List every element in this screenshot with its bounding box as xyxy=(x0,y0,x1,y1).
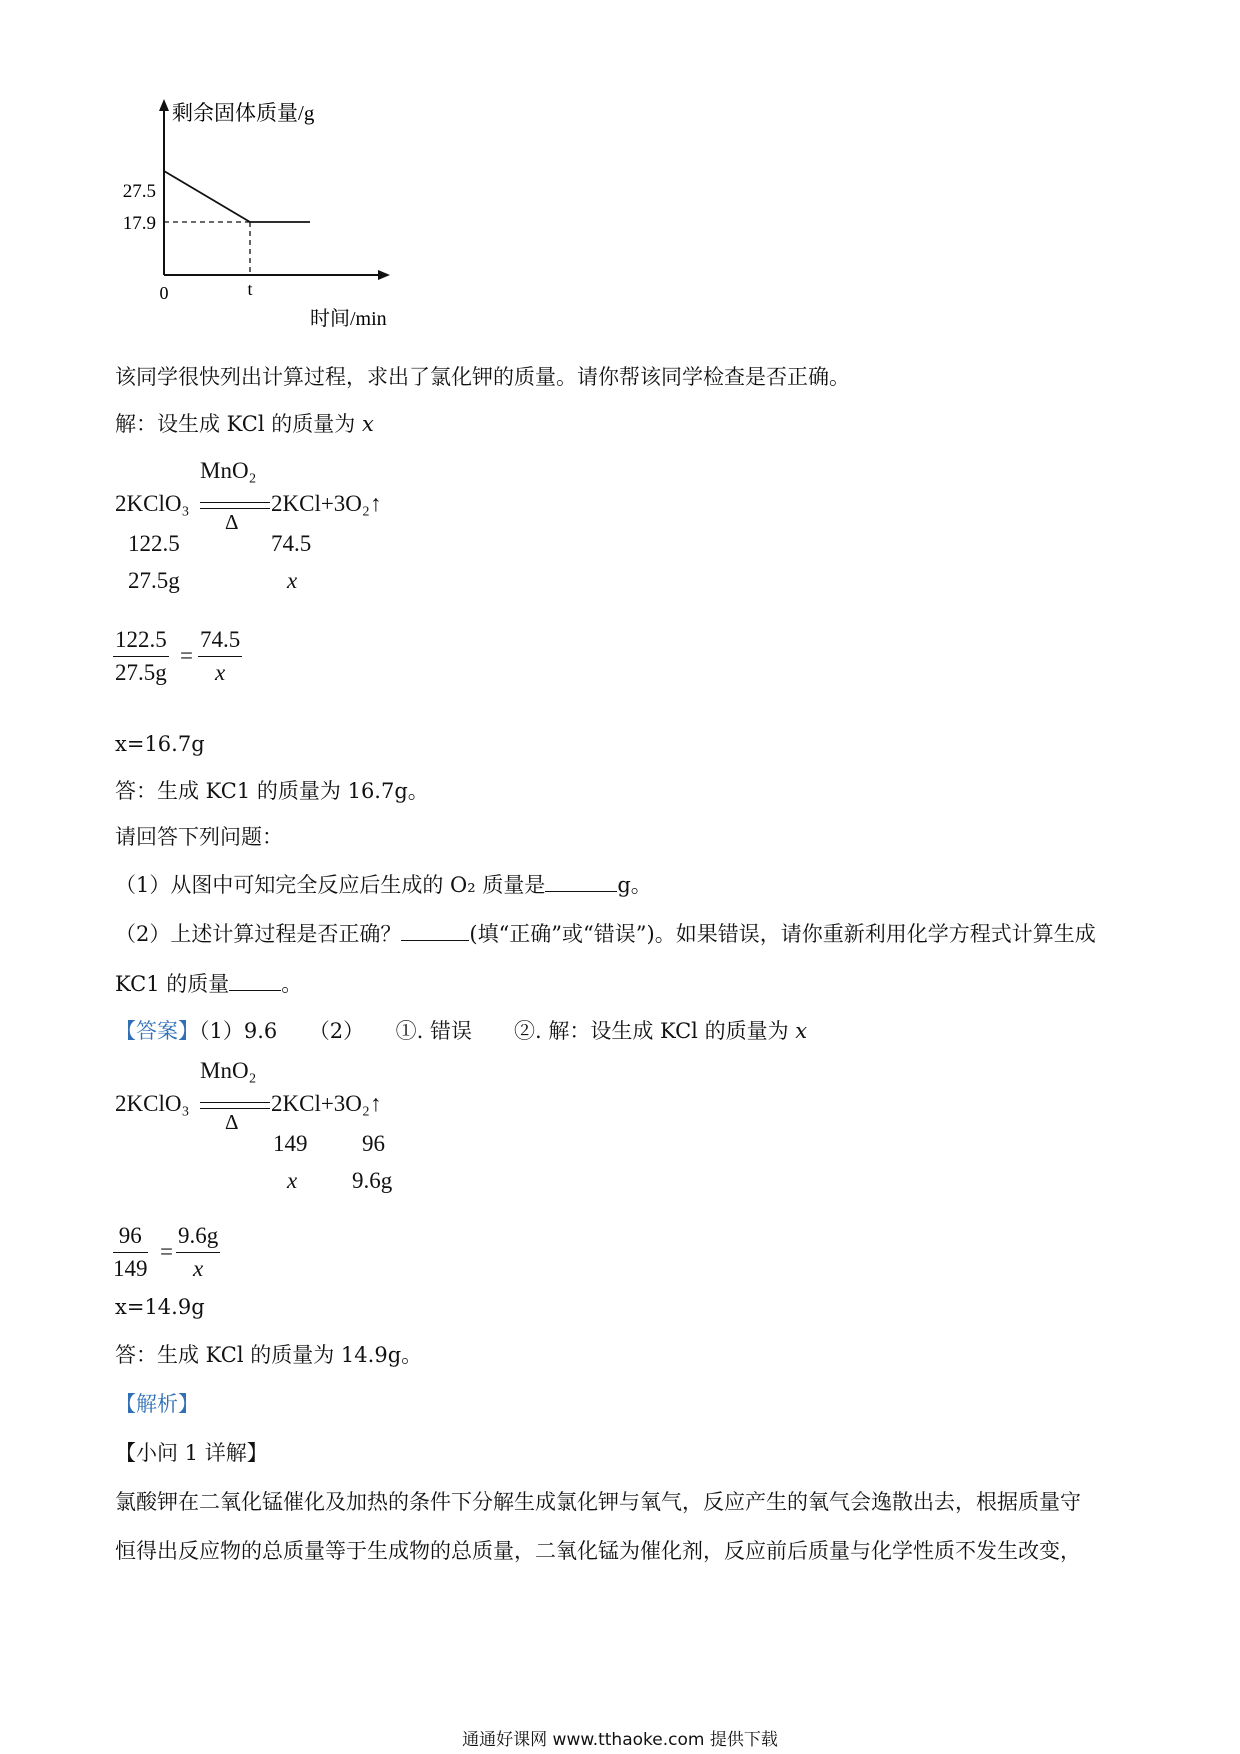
eq1-row1-right: 74.5 xyxy=(271,531,312,556)
question2-post: 。 xyxy=(281,972,303,996)
eq1-row2-right: x xyxy=(287,568,298,593)
answer1: 答：生成 KC1 的质量为 16.7g。 xyxy=(115,779,429,803)
question1-pre: （1）从图中可知完全反应后生成的 O₂ 质量是 xyxy=(115,873,546,897)
answer-tag: 【答案】 xyxy=(115,1019,199,1043)
eq2-arrow xyxy=(200,1102,270,1109)
eq2-heat: Δ xyxy=(225,1110,239,1134)
footer: 通通好课网 www.tthaoke.com 提供下载 xyxy=(462,1730,778,1750)
fraction2-left-den: 149 xyxy=(113,1256,148,1281)
fraction1-right-num: 74.5 xyxy=(198,624,242,657)
fraction1-right xyxy=(198,624,242,689)
x-tick-0: 0 xyxy=(159,283,169,303)
series-line xyxy=(164,171,310,222)
solution1-var: x xyxy=(361,412,374,436)
analysis-paragraph-line2: 恒得出反应物的总质量等于生成物的总质量，二氧化锰为催化剂，反应前后质量与化学性质不发生改变， xyxy=(115,1539,1081,1563)
eq1-heat: Δ xyxy=(225,510,239,534)
fraction1-left-den: 27.5g xyxy=(115,660,167,685)
y-axis-arrow xyxy=(159,99,169,111)
eq2-row2-right: 9.6g xyxy=(352,1168,393,1193)
eq2-row1-left: 149 xyxy=(273,1131,308,1156)
analysis-subheading: 【小问 1 详解】 xyxy=(115,1441,268,1465)
equation2 xyxy=(115,1058,435,1193)
answer-var: x xyxy=(795,1019,808,1043)
question1 xyxy=(115,871,652,899)
question1-post: g。 xyxy=(617,873,652,897)
fraction1-right-den: x xyxy=(215,660,226,685)
y-tick-17-9: 17.9 xyxy=(122,213,156,234)
equation1 xyxy=(115,458,435,593)
x-tick-t: t xyxy=(247,279,253,299)
result2: x=14.9g xyxy=(115,1295,205,1319)
eq2-lhs: 2KClO₃ xyxy=(115,1091,190,1116)
question2-line2 xyxy=(115,970,302,998)
intro-text: 该同学很快列出计算过程，求出了氯化钾的质量。请你帮该同学检查是否正确。 xyxy=(115,365,850,389)
eq2-row2-left: x xyxy=(287,1168,298,1193)
question2-blank1 xyxy=(401,920,469,941)
answer2: 答：生成 KCl 的质量为 14.9g。 xyxy=(115,1343,423,1367)
fraction2-left xyxy=(113,1220,148,1285)
questions-prompt: 请回答下列问题： xyxy=(115,825,283,849)
analysis-paragraph-line1: 氯酸钾在二氧化锰催化及加热的条件下分解生成氯化钾与氧气，反应产生的氧气会逸散出去，根据质量守 xyxy=(115,1490,1081,1514)
analysis-tag: 【解析】 xyxy=(115,1392,199,1416)
fraction1-left-num: 122.5 xyxy=(113,624,169,657)
x-axis-arrow xyxy=(378,270,390,280)
y-axis-label: 剩余固体质量/g xyxy=(172,101,315,125)
fraction2-right-num: 9.6g xyxy=(176,1220,220,1253)
question2-pre: （2）上述计算过程是否正确？ xyxy=(115,922,402,946)
fraction1-left xyxy=(113,624,169,689)
solution1-header xyxy=(115,410,374,438)
eq1-arrow xyxy=(200,502,270,509)
question2 xyxy=(115,920,1096,948)
fraction2-right-den: x xyxy=(193,1256,204,1281)
fraction2-equals: = xyxy=(160,1239,173,1264)
eq1-catalyst: MnO₂ xyxy=(200,458,257,483)
eq1-row1-left: 122.5 xyxy=(128,531,180,556)
eq2-catalyst: MnO₂ xyxy=(200,1058,257,1083)
question1-blank xyxy=(545,871,617,892)
eq1-rhs: 2KCl+3O₂↑ xyxy=(271,491,382,516)
mass-time-chart xyxy=(100,95,420,340)
result1: x=16.7g xyxy=(115,732,205,756)
fraction1-equals: = xyxy=(180,643,193,668)
y-tick-27-5: 27.5 xyxy=(122,181,156,202)
eq2-row1-right: 96 xyxy=(362,1131,385,1156)
answer-text: （1）9.6 （2） ①. 错误 ②. 解：设生成 KCl 的质量为 xyxy=(199,1019,789,1043)
x-axis-label: 时间/min xyxy=(310,308,387,330)
question2-blank2 xyxy=(229,970,281,991)
question2-mid: (填“正确”或“错误”)。如果错误，请你重新利用化学方程式计算生成 xyxy=(469,922,1096,946)
fraction2-left-num: 96 xyxy=(113,1220,148,1253)
question2-line2-text: KC1 的质量 xyxy=(115,972,230,996)
eq2-rhs: 2KCl+3O₂↑ xyxy=(271,1091,382,1116)
solution1-header-text: 解：设生成 KCl 的质量为 xyxy=(115,412,356,436)
answer-section xyxy=(115,1017,807,1045)
fraction2-right xyxy=(176,1220,220,1285)
eq1-row2-left: 27.5g xyxy=(128,568,180,593)
eq1-lhs: 2KClO₃ xyxy=(115,491,190,516)
